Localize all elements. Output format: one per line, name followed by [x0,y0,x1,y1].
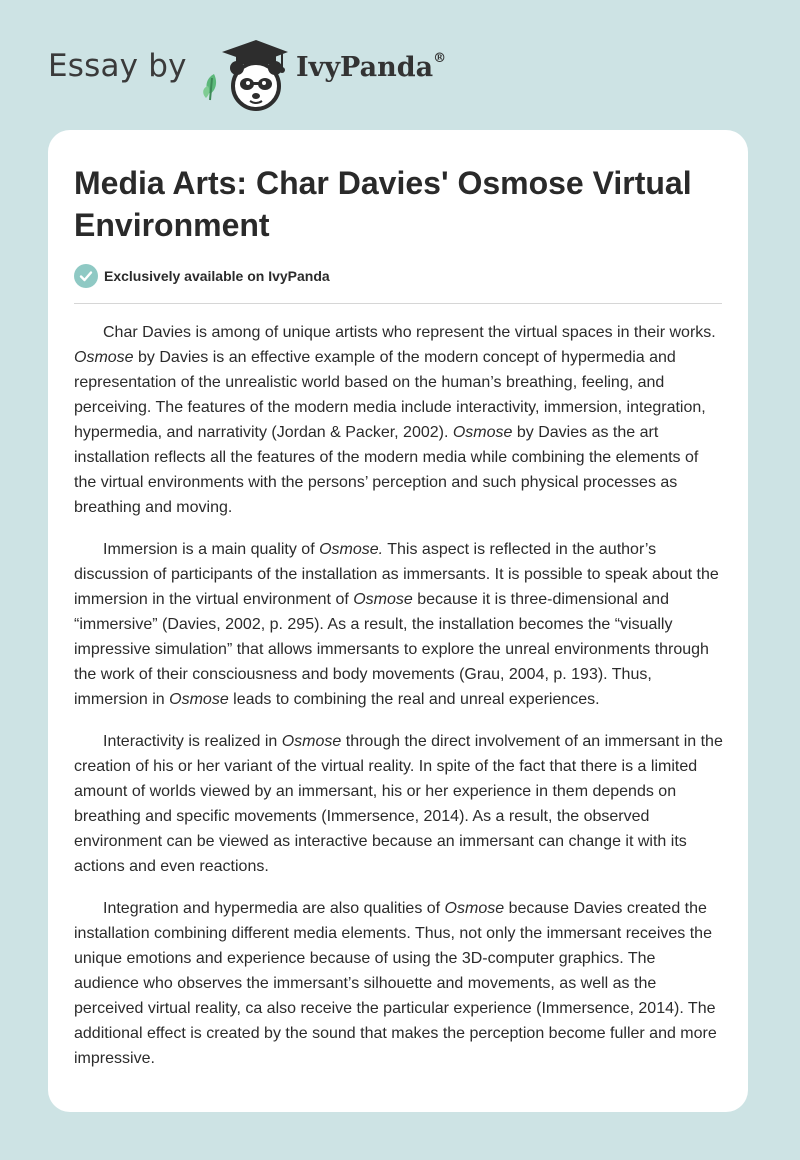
page-title: Media Arts: Char Davies' Osmose Virtual Environment [74,165,692,243]
italic-text: Osmose [353,591,413,608]
essay-body [74,320,724,1088]
essay-by-label: Essay by [48,48,187,84]
paragraph-text: through the direct involvement of an immersant in the creation of his or her variant of the virtual reality. In spite of the fact that there is a limited amount of worlds viewed by an immersant, his or her experience in them depends on breathing and specific movements (Immersence, 2014). As a result, the observed environment can be viewed as interactive because an immersant can change it with its actions and even reactions. [74,733,723,875]
brand-name[interactable] [296,52,446,83]
italic-text: Osmose. [319,541,384,558]
paragraph-text: because Davies created the installation combining different media elements. Thus, not only the immersant receives the unique emotions and experience because of using the 3D-computer graphics. The audience who observes the immersant’s silhouette and movements, as well as the perceived virtual reality, ca also receive the particular experience (Immersence, 2014). The additional effect is created by the sound that makes the perception become fuller and more impressive. [74,900,717,1067]
essay-paragraph [74,896,724,1071]
exclusive-badge [74,263,330,289]
paragraph-text: because it is three-dimensional and “immersive” (Davies, 2002, p. 295). As a result, the installation becomes the “visually impressive simulation” that allows immersants to explore the unreal environments through the work of their consciousness and body movements (Grau, 2004, p. 193). Thus, immersion in [74,591,709,708]
panda-logo-icon[interactable] [200,34,290,112]
brand-text: IvyPanda [296,52,434,83]
leaf-icon [203,74,216,100]
italic-text: Osmose [281,733,342,750]
exclusive-label: Exclusively available on IvyPanda [104,268,330,284]
italic-text: Osmose [74,349,134,366]
essay-card [48,130,748,1112]
paragraph-text: This aspect is reflected in the author’s discussion of participants of the installation as immersants. It is possible to speak about the immersion in the virtual environment of [74,541,719,608]
italic-text: Osmose [444,900,505,917]
paragraph-text: by Davies as the art installation reflects all the features of the modern media while combining the elements of the virtual environments with the persons’ perception and such physical processes as breathing and moving. [74,424,699,516]
essay-paragraph [74,537,724,712]
italic-text: Osmose [169,691,229,708]
essay-paragraph [74,320,724,520]
paragraph-text: Char Davies is among of unique artists who represent the virtual spaces in their works. [103,324,716,341]
registered-mark: ® [433,51,447,66]
paragraph-text: Integration and hypermedia are also qualities of [103,900,445,917]
check-icon [74,264,98,288]
italic-text: Osmose [452,424,513,441]
paragraph-text: Interactivity is realized in [103,733,282,750]
divider [74,303,722,304]
paragraph-text: Immersion is a main quality of [103,541,320,558]
paragraph-text: by Davies is an effective example of the modern concept of hypermedia and representation of the unrealistic world based on the human’s breathing, feeling, and perceiving. The features of the modern media include interactivity, immersion, integration, hypermedia, and narrativity (Jordan & Packer, 2002). [74,349,706,441]
paragraph-text: leads to combining the real and unreal experiences. [228,691,600,708]
essay-paragraph [74,729,724,879]
site-header [0,0,800,130]
